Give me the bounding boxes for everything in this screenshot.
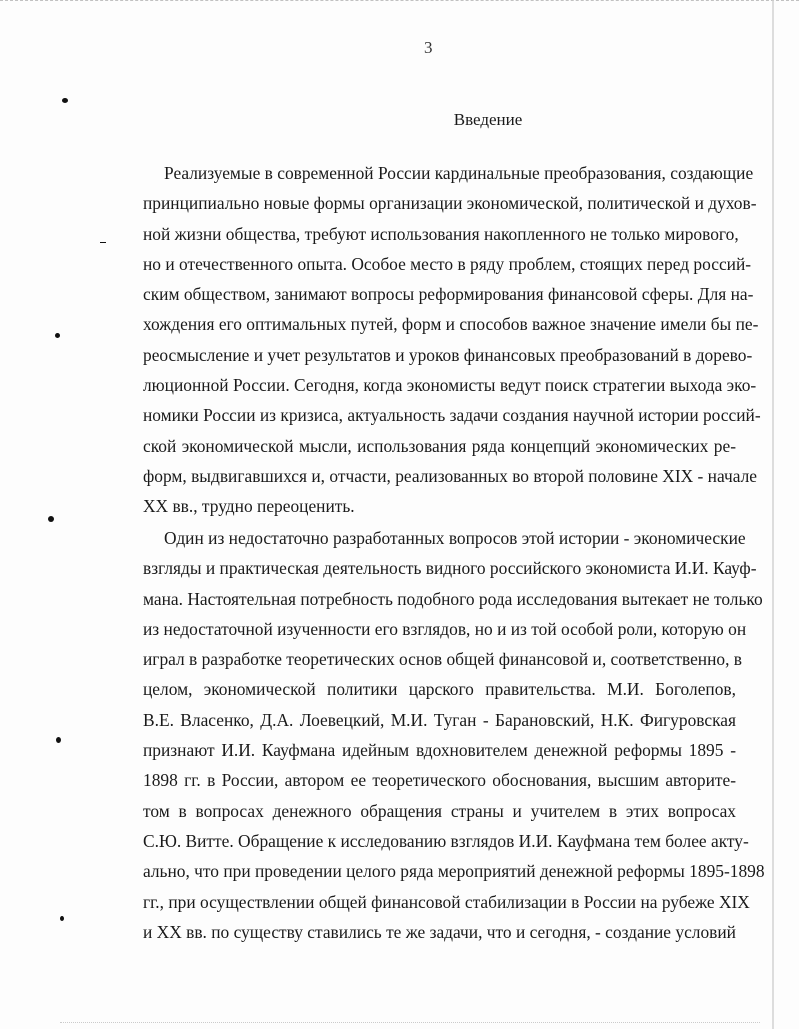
- text-line: Один из недостаточно разработанных вопросов этой истории - экономические: [164, 528, 746, 548]
- text-line: и XX вв. по существу ставились те же задачи, что и сегодня, - создание условий: [143, 921, 736, 942]
- text-line: но и отечественного опыта. Особое место в ряду проблем, стоящих перед россий-: [143, 253, 752, 274]
- text-line: хождения его оптимальных путей, форм и способов важное значение имели бы пе-: [143, 314, 759, 335]
- section-heading: Введение: [453, 110, 523, 129]
- text-line: ально, что при проведении целого ряда мероприятий денежной реформы 1895-1898: [143, 861, 765, 882]
- text-line: мана. Настоятельная потребность подобного рода исследования вытекает не только: [143, 588, 763, 609]
- text-line: XX вв., трудно переоценить.: [143, 496, 355, 517]
- text-line: С.Ю. Витте. Обращение к исследованию взглядов И.И. Кауфмана тем более акту-: [143, 830, 749, 851]
- margin-speck: [56, 737, 61, 743]
- margin-speck: [55, 333, 60, 338]
- text-line: Реализуемые в современной России кардинальные преобразования, создающие: [164, 163, 754, 183]
- paragraph-2: [143, 523, 765, 947]
- text-line: играл в разработке теоретических основ общей финансовой и, соответственно, в: [143, 649, 743, 670]
- scan-edge-top: [0, 0, 799, 7]
- text-line: В.Е. Власенко, Д.А. Лоевецкий, М.И. Туган - Барановский, Н.К. Фигуровская: [143, 709, 736, 730]
- text-line: гг., при осуществлении общей финансовой стабилизации в России на рубеже XIX: [143, 891, 750, 912]
- text-line: принципиально новые формы организации экономической, политической и духов-: [143, 193, 757, 214]
- text-line: форм, выдвигавшихся и, отчасти, реализованных во второй половине XIX - начале: [143, 465, 758, 486]
- text-line: ной жизни общества, требуют использования накопленного не только мирового,: [143, 223, 739, 244]
- text-line: том в вопросах денежного обращения страны и учителем в этих вопросах: [143, 800, 736, 821]
- text-line: взгляды и практическая деятельность видного российского экономиста И.И. Кауф-: [143, 558, 757, 579]
- margin-speck: [60, 916, 64, 921]
- margin-speck: [100, 242, 106, 243]
- text-line: из недостаточной изученности его взглядов, но и из той особой роли, которую он: [143, 618, 747, 639]
- page-number: 3: [424, 38, 433, 57]
- margin-speck: [48, 516, 54, 522]
- text-line: 1898 гг. в России, автором ее теоретического обоснования, высшим авторите-: [143, 770, 736, 791]
- text-line: ской экономической мысли, использования ряда концепций экономических ре-: [143, 435, 736, 456]
- text-line: номики России из кризиса, актуальность задачи создания научной истории россий-: [143, 405, 761, 426]
- text-line: реосмысление и учет результатов и уроков финансовых преобразований в дорево-: [143, 344, 753, 365]
- text-line: ским обществом, занимают вопросы реформирования финансовой сферы. Для на-: [143, 284, 754, 305]
- text-line: люционной России. Сегодня, когда экономисты ведут поиск стратегии выхода эко-: [143, 375, 757, 396]
- text-line: целом, экономической политики царского правительства. М.И. Боголепов,: [143, 679, 736, 700]
- margin-speck: [62, 98, 68, 103]
- scan-edge-bottom: [60, 1018, 760, 1023]
- paragraph-1: [143, 158, 761, 522]
- scan-edge-right: [772, 0, 774, 1029]
- text-line: признают И.И. Кауфмана идейным вдохновителем денежной реформы 1895 -: [143, 740, 736, 761]
